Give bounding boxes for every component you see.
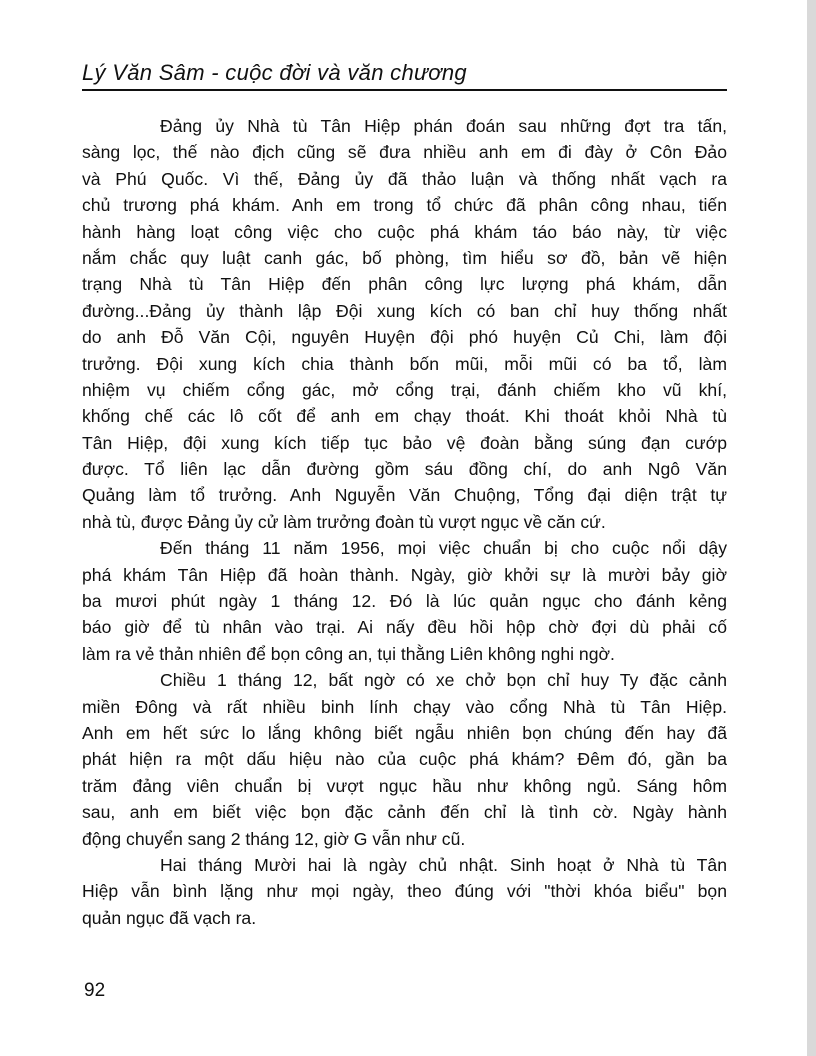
text-line: ba mươi phút ngày 1 tháng 12. Đó là lúc quản ngục cho đánh kẻng: [82, 591, 727, 612]
text-line: sau, anh em biết việc bọn đặc cảnh đến chỉ là tình cờ. Ngày hành: [82, 802, 727, 823]
paragraph-2: [82, 535, 727, 667]
paragraph-1: [82, 113, 727, 535]
text-line: nhiệm vụ chiếm cổng gác, mở cổng trại, đánh chiếm kho vũ khí,: [82, 379, 727, 400]
text-line: trưởng. Đội xung kích chia thành bốn mũi, mỗi mũi có ba tổ, làm: [82, 353, 727, 374]
book-title: Lý Văn Sâm - cuộc đời và văn chương: [82, 60, 467, 85]
text-line: phá khám Tân Hiệp đã hoàn thành. Ngày, giờ khởi sự là mười bảy giờ: [82, 564, 727, 585]
text-line: miền Đông và rất nhiều binh lính chạy vào cổng Nhà tù Tân Hiệp.: [82, 696, 727, 717]
text-line: Hiệp vẫn bình lặng như mọi ngày, theo đúng với "thời khóa biểu" bọn: [82, 881, 727, 902]
page-edge: [807, 0, 816, 1056]
text-line: Quảng làm tổ trưởng. Anh Nguyễn Văn Chuộng, Tổng đại diện trật tự: [82, 485, 727, 506]
text-line: hành hàng loạt công việc cho cuộc phá khám táo báo này, từ việc: [82, 221, 727, 242]
text-line: Hai tháng Mười hai là ngày chủ nhật. Sinh hoạt ở Nhà tù Tân: [160, 854, 727, 875]
text-line: nắm chắc quy luật canh gác, bố phòng, tìm hiểu sơ đồ, bản vẽ hiện: [82, 247, 727, 268]
text-line: Anh em hết sức lo lắng không biết ngẫu nhiên bọn chúng đến hay đã: [82, 722, 727, 743]
text-line: làm ra vẻ thản nhiên để bọn công an, tụi thằng Liên không nghi ngờ.: [82, 643, 615, 664]
text-line: Chiều 1 tháng 12, bất ngờ có xe chở bọn chỉ huy Ty đặc cảnh: [160, 670, 727, 691]
text-line: Đảng ủy Nhà tù Tân Hiệp phán đoán sau những đợt tra tấn,: [160, 116, 727, 136]
text-line: Tân Hiệp, đội xung kích tiếp tục bảo vệ đoàn bằng súng đạn cướp: [82, 432, 727, 453]
text-line: báo giờ để tù nhân vào trại. Ai nấy đều hồi hộp chờ đợi dù phải cố: [82, 617, 727, 638]
paragraph-3: [82, 667, 727, 852]
text-line: và Phú Quốc. Vì thế, Đảng ủy đã thảo luận và thống nhất vạch ra: [82, 168, 727, 189]
text-line: chủ trương phá khám. Anh em trong tổ chức đã phân công nhau, tiến: [82, 195, 727, 216]
text-line: trạng Nhà tù Tân Hiệp đến phân công lực lượng phá khám, dẫn: [82, 274, 727, 295]
text-line: đường...Đảng ủy thành lập Đội xung kích có ban chỉ huy thống nhất: [82, 300, 727, 321]
text-line: do anh Đỗ Văn Cội, nguyên Huyện đội phó huyện Củ Chi, làm đội: [82, 327, 727, 348]
running-header: [82, 60, 727, 91]
text-line: khống chế các lô cốt để anh em chạy thoát. Khi thoát khỏi Nhà tù: [82, 406, 727, 427]
text-line: phát hiện ra một dấu hiệu nào của cuộc phá khám? Đêm đó, gần ba: [82, 749, 727, 770]
paragraph-4: [82, 852, 727, 931]
text-line: động chuyển sang 2 tháng 12, giờ G vẫn như cũ.: [82, 828, 466, 849]
page-number: 92: [84, 980, 106, 1001]
text-line: sàng lọc, thế nào địch cũng sẽ đưa nhiều anh em đi đày ở Côn Đảo: [82, 142, 727, 163]
text-line: Đến tháng 11 năm 1956, mọi việc chuẩn bị cho cuộc nổi dậy: [160, 538, 727, 559]
body-text: [82, 113, 727, 931]
text-line: nhà tù, được Đảng ủy cử làm trưởng đoàn tù vượt ngục về căn cứ.: [82, 511, 606, 532]
text-line: trăm đảng viên chuẩn bị vượt ngục hầu như không ngủ. Sáng hôm: [82, 775, 727, 796]
text-line: được. Tổ liên lạc dẫn đường gồm sáu đồng chí, do anh Ngô Văn: [82, 459, 727, 480]
text-line: quản ngục đã vạch ra.: [82, 907, 257, 928]
